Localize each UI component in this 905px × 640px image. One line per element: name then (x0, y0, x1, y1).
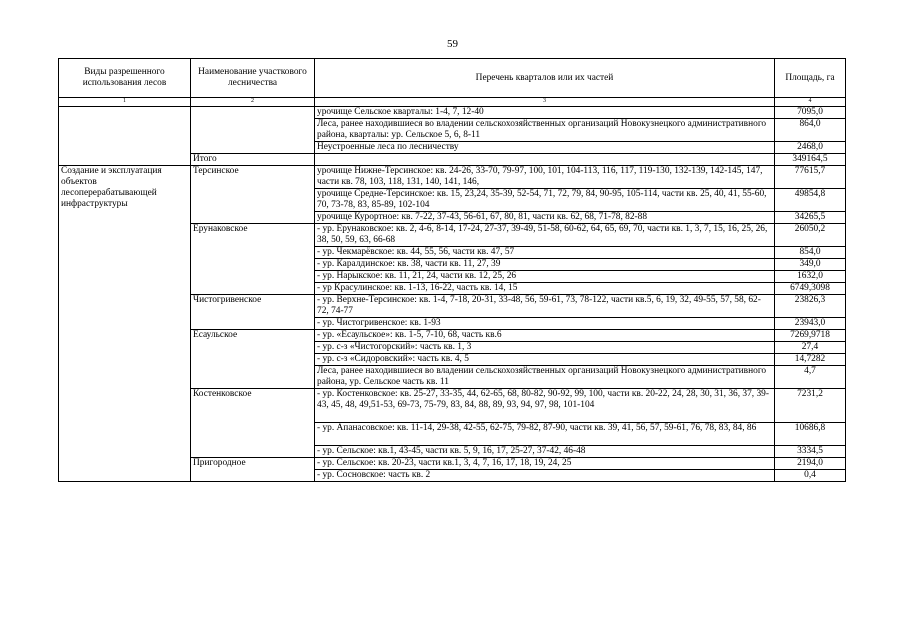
total-label: Итого (191, 154, 315, 166)
quarters-cell: урочище Средне-Терсинское: кв. 15, 23,24, 35-39, 52-54, 71, 72, 79, 84, 90-95, 105-114, части кв. 25, 40, 41, 55-60, 70, 73-78, 83, 85-89, 102-104 (315, 189, 775, 212)
area-cell: 2194,0 (775, 458, 846, 470)
quarters-cell: - ур. Сельское: кв. 20-23, части кв.1, 3, 4, 7, 16, 17, 18, 19, 24, 25 (315, 458, 775, 470)
quarters-cell: - ур. Каралдинское: кв. 38, части кв. 11, 27, 39 (315, 259, 775, 271)
forestry-cell: Есаульское (191, 330, 315, 389)
area-cell: 23943,0 (775, 318, 846, 330)
area-cell: 34265,5 (775, 212, 846, 224)
area-cell: 10686,8 (775, 423, 846, 446)
forestry-cell: Костенковское (191, 389, 315, 458)
area-cell: 3334,5 (775, 446, 846, 458)
forestry-cell: Ерунаковское (191, 224, 315, 295)
quarters-cell: - ур. с-з «Сидоровский»: часть кв. 4, 5 (315, 354, 775, 366)
quarters-cell: Леса, ранее находившиеся во владении сельскохозяйственных организаций Новокузнецкого административного района, кварталы: ур. Сельское 5, 6, 8-11 (315, 119, 775, 142)
quarters-cell: - ур. Нарыкское: кв. 11, 21, 24, части кв. 12, 25, 26 (315, 271, 775, 283)
quarters-cell: урочище Курортное: кв. 7-22, 37-43, 56-61, 67, 80, 81, части кв. 62, 68, 71-78, 82-88 (315, 212, 775, 224)
quarters-cell: - ур. с-з «Чистогорский»: часть кв. 1, 3 (315, 342, 775, 354)
forestry-cell: Пригородное (191, 458, 315, 482)
area-cell: 7269,9718 (775, 330, 846, 342)
forestry-cell-empty (191, 107, 315, 154)
area-cell: 26050,2 (775, 224, 846, 247)
forestry-cell: Чистогривенское (191, 295, 315, 330)
column-number: 2 (191, 98, 315, 107)
area-cell: 49854,8 (775, 189, 846, 212)
quarters-cell: - ур. Костенковское: кв. 25-27, 33-35, 44, 62-65, 68, 80-82, 90-92, 99, 100, части кв. 20-22, 24, 28, 30, 31, 36, 37, 39-43, 45, 48, 49,51-53, 69-73, 75-79, 83, 84, 88, 89, 93, 94, 97, 98, 101-104 (315, 389, 775, 423)
quarters-cell: урочище Сельское кварталы: 1-4, 7, 12-40 (315, 107, 775, 119)
area-cell: 6749,3098 (775, 283, 846, 295)
area-cell: 77615,7 (775, 166, 846, 189)
quarters-cell: - ур. Верхне-Терсинское: кв. 1-4, 7-18, 20-31, 33-48, 56, 59-61, 73, 78-122, части кв.5, 6, 19, 32, 49-55, 57, 58, 62-72, 74-77 (315, 295, 775, 318)
area-cell: 4,7 (775, 366, 846, 389)
column-number: 3 (315, 98, 775, 107)
area-cell: 7231,2 (775, 389, 846, 423)
header-forestry: Наименование участкового лесничества (191, 59, 315, 98)
column-number-row (59, 98, 846, 107)
header-use-type: Виды разрешенного использования лесов (59, 59, 191, 98)
quarters-cell: - ур. Сельское: кв.1, 43-45, части кв. 5, 9, 16, 17, 25-27, 37-42, 46-48 (315, 446, 775, 458)
quarters-cell: - ур. Ерунаковское: кв. 2, 4-6, 8-14, 17-24, 27-37, 39-49, 51-58, 60-62, 64, 65, 69, 70, части кв. 1, 3, 7, 15, 16, 25, 26, 38, 50, 59, 63, 66-68 (315, 224, 775, 247)
quarters-cell: Леса, ранее находившиеся во владении сельскохозяйственных организаций Новокузнецкого административного района, ур. Сельское часть кв. 11 (315, 366, 775, 389)
quarters-cell: - ур. «Есаульское»: кв. 1-5, 7-10, 68, часть кв.6 (315, 330, 775, 342)
forestry-cell: Терсинское (191, 166, 315, 224)
header-area: Площадь, га (775, 59, 846, 98)
area-cell: 23826,3 (775, 295, 846, 318)
area-cell: 7095,0 (775, 107, 846, 119)
forest-use-table (58, 58, 846, 482)
table-row (59, 107, 846, 119)
column-number: 1 (59, 98, 191, 107)
quarters-cell: - ур. Апанасовское: кв. 11-14, 29-38, 42-55, 62-75, 79-82, 87-90, части кв. 39, 41, 56, 57, 59-61, 76, 78, 83, 84, 86 (315, 423, 775, 446)
use-type-cell: Создание и эксплуатация объектов лесоперерабатывающей инфраструктуры (59, 166, 191, 482)
area-cell: 14,7282 (775, 354, 846, 366)
quarters-cell: Неустроенные леса по лесничеству (315, 142, 775, 154)
table-row (59, 166, 846, 189)
total-area: 349164,5 (775, 154, 846, 166)
quarters-cell-empty (315, 154, 775, 166)
quarters-cell: - ур Красулинское: кв. 1-13, 16-22, часть кв. 14, 15 (315, 283, 775, 295)
area-cell: 1632,0 (775, 271, 846, 283)
area-cell: 2468,0 (775, 142, 846, 154)
column-number: 4 (775, 98, 846, 107)
area-cell: 0,4 (775, 470, 846, 482)
area-cell: 854,0 (775, 247, 846, 259)
area-cell: 27,4 (775, 342, 846, 354)
quarters-cell: - ур. Чистогривенское: кв. 1-93 (315, 318, 775, 330)
quarters-cell: - ур. Сосновское: часть кв. 2 (315, 470, 775, 482)
use-type-cell-empty (59, 107, 191, 166)
area-cell: 349,0 (775, 259, 846, 271)
quarters-cell: урочище Нижне-Терсинское: кв. 24-26, 33-70, 79-97, 100, 101, 104-113, 116, 117, 119-130, 132-139, 142-145, 147, части кв. 78, 103, 118, 131, 140, 141, 146, (315, 166, 775, 189)
quarters-cell: - ур. Чекмарёвское: кв. 44, 55, 56, части кв. 47, 57 (315, 247, 775, 259)
header-quarters: Перечень кварталов или их частей (315, 59, 775, 98)
area-cell: 864,0 (775, 119, 846, 142)
page-number: 59 (447, 38, 458, 50)
table-header-row (59, 59, 846, 98)
